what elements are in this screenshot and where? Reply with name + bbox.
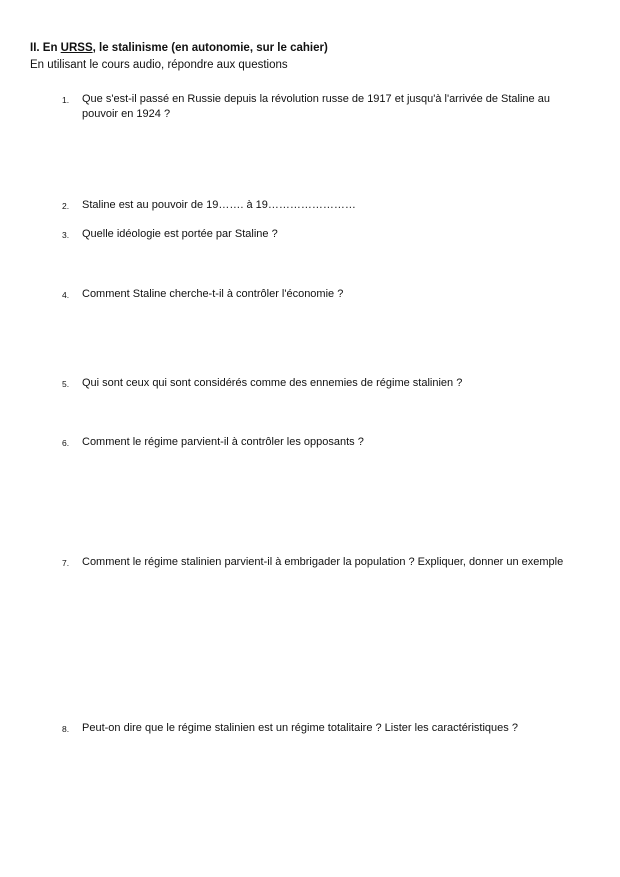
question-7 (62, 555, 572, 570)
section-title-suffix: , le stalinisme (en autonomie, sur le cahier) (92, 42, 328, 54)
question-number: 1. (62, 94, 70, 105)
question-text: Que s'est-il passé en Russie depuis la révolution russe de 1917 et jusqu'à l'arrivée de Staline au pouvoir en 1924 ? (82, 93, 550, 120)
question-number: 2. (62, 200, 70, 211)
question-8 (62, 721, 572, 736)
question-3 (62, 227, 572, 242)
instruction-text: En utilisant le cours audio, répondre aux questions (30, 59, 288, 71)
question-1 (62, 92, 572, 121)
question-text: Comment le régime stalinien parvient-il à embrigader la population ? Expliquer, donner un exemple (82, 556, 564, 568)
question-number: 3. (62, 229, 70, 240)
question-text: Comment le régime parvient-il à contrôler les opposants ? (82, 436, 364, 448)
question-2 (62, 198, 572, 213)
question-4 (62, 287, 572, 302)
question-number: 5. (62, 378, 70, 389)
question-text: Comment Staline cherche-t-il à contrôler l'économie ? (82, 288, 344, 300)
question-text: Quelle idéologie est portée par Staline ? (82, 228, 278, 240)
question-text: Peut-on dire que le régime stalinien est un régime totalitaire ? Lister les caractéristiques ? (82, 722, 518, 734)
section-title (30, 41, 328, 55)
section-title-prefix: II. En (30, 42, 61, 54)
section-title-underlined: URSS (60, 42, 93, 54)
question-text: Staline est au pouvoir de 19……. à 19…………………… (82, 199, 356, 211)
question-number: 4. (62, 289, 70, 300)
question-number: 7. (62, 557, 70, 568)
question-5 (62, 376, 572, 391)
question-number: 6. (62, 437, 70, 448)
question-text: Qui sont ceux qui sont considérés comme des ennemies de régime stalinien ? (82, 377, 463, 389)
question-6 (62, 435, 572, 450)
question-number: 8. (62, 723, 70, 734)
